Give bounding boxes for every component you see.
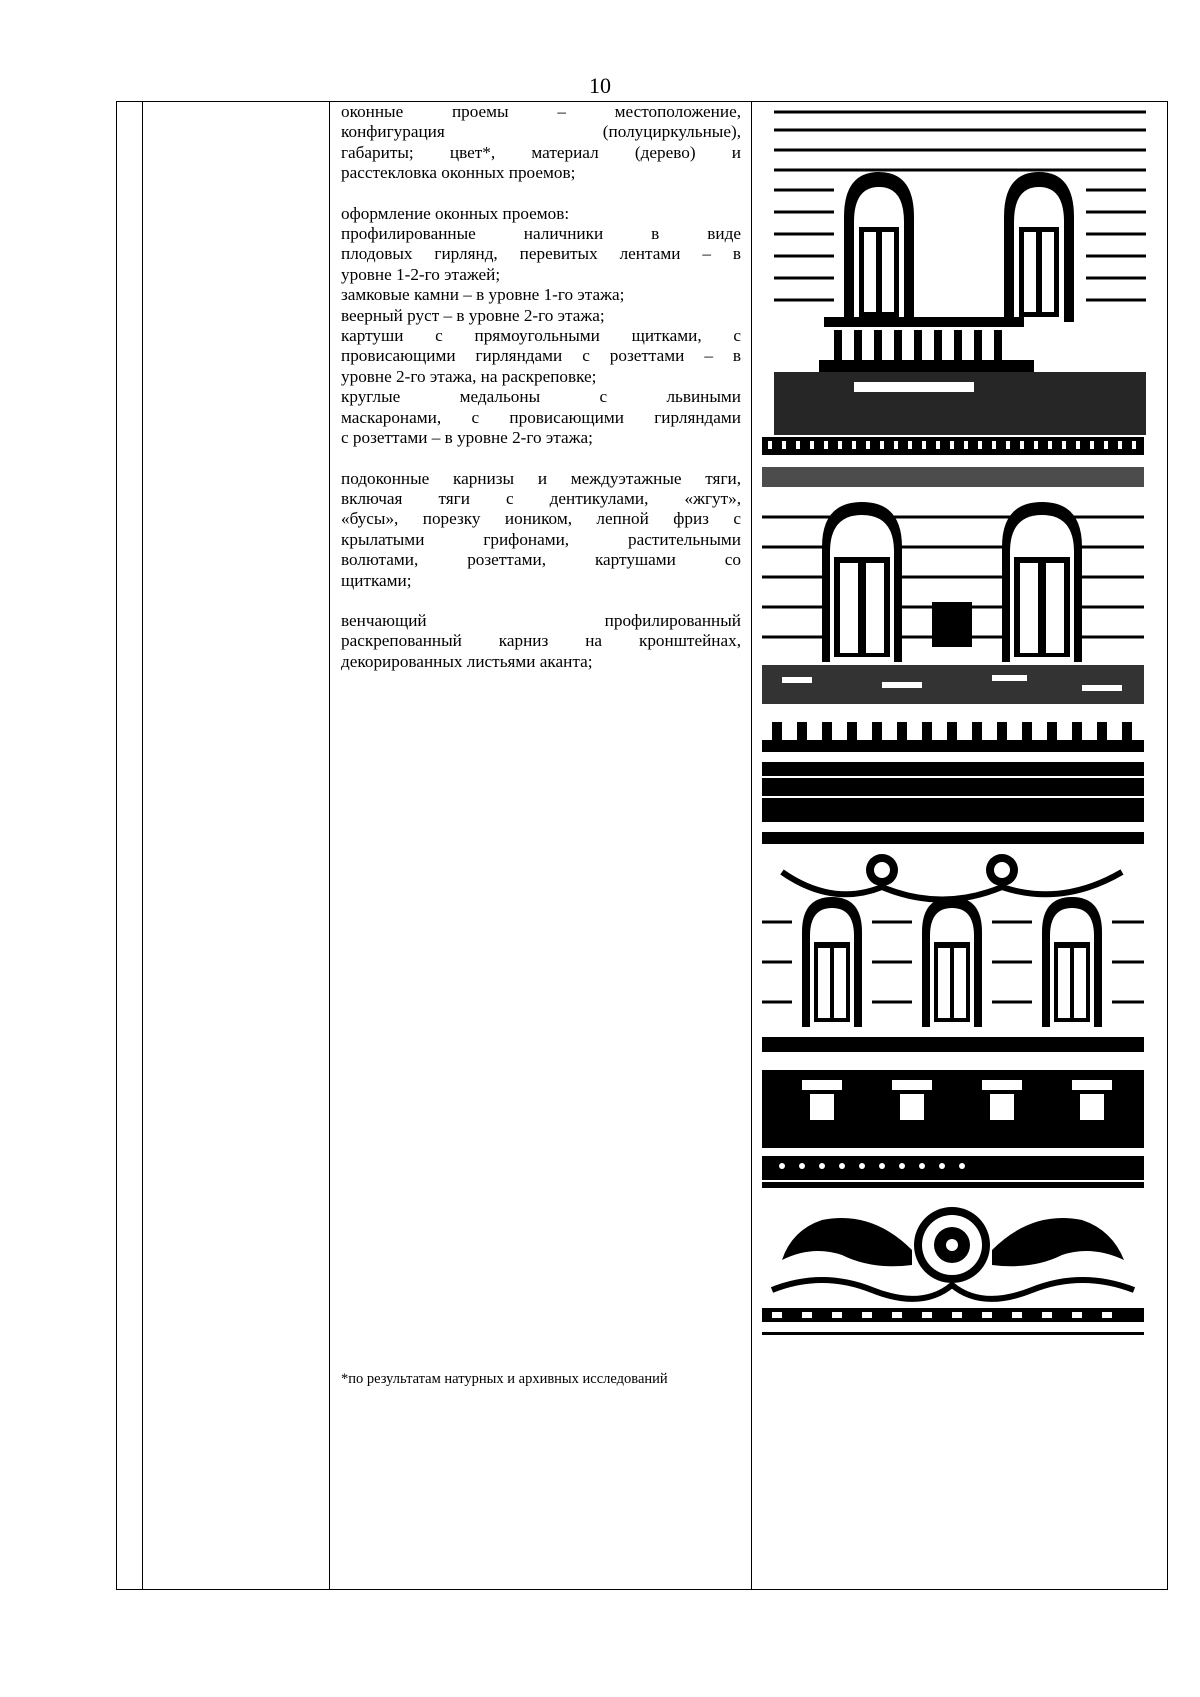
cornices-paragraph [341,469,741,591]
text-line: картуши с прямоугольными щитками, с [341,326,741,346]
text-line: волютами, розеттами, картушами со [341,550,741,570]
table-cell-description [330,102,752,1590]
text-line: провисающими гирляндами с розеттами – в [341,346,741,366]
text-line: крылатыми грифонами, растительными [341,529,741,549]
facade-griffin-frieze-photo [762,1070,1144,1340]
text-line: профилированные наличники в виде [341,224,741,244]
window-openings-paragraph [341,102,741,184]
text-line: маскаронами, с провисающими гирляндами [341,407,741,427]
crowning-cornice-paragraph [341,611,741,672]
text-line: оформление оконных проемов: [341,203,570,223]
text-line: веерный руст – в уровне 2-го этажа; [341,305,605,325]
facade-arched-windows-photo [762,437,1144,704]
text-line: круглые медальоны с львиными [341,387,741,407]
table-cell-number [117,102,143,1590]
page-number: 10 [589,73,611,98]
table-cell-element [143,102,330,1590]
text-line: оконные проемы – местоположение, [341,102,741,121]
text-line: расстекловка оконных проемов; [341,163,576,183]
text-line: декорированных листьями аканта; [341,651,593,671]
text-line: «бусы», порезку иоником, лепной фриз с [341,509,741,529]
footnote: *по результатам натурных и архивных исследований [341,1371,668,1387]
text-line: конфигурация (полуциркульные), [341,122,741,142]
text-line: включая тяги с дентикулами, «жгут», [341,488,741,508]
text-line: щитками; [341,570,412,590]
facade-cornice-medallions-photo [762,722,1144,1052]
text-line: венчающий профилированный [341,610,741,630]
window-decor-paragraph [341,204,741,449]
object-description-table [116,101,1168,1590]
text-line: уровне 2-го этажа, на раскреповке; [341,366,597,386]
text-line: с розеттами – в уровне 2-го этажа; [341,428,593,448]
text-line: замковые камни – в уровне 1-го этажа; [341,285,625,305]
text-line: подоконные карнизы и междуэтажные тяги, [341,468,741,488]
text-line: габариты; цвет*, материал (дерево) и [341,142,741,162]
text-line: плодовых гирлянд, перевитых лентами – в [341,244,741,264]
table-cell-photos [752,102,1168,1590]
text-line: раскрепованный карниз на кронштейнах, [341,631,741,651]
text-line: уровне 1-2-го этажей; [341,264,501,284]
facade-balcony-photo [774,102,1146,435]
